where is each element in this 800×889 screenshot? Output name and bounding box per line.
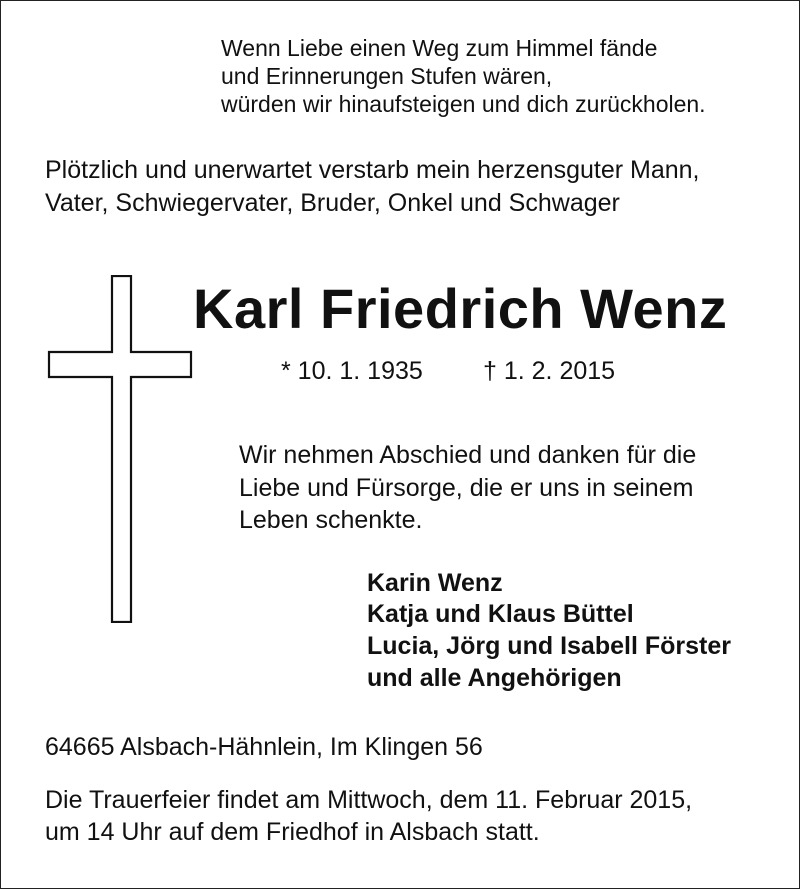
ceremony-line-2: um 14 Uhr auf dem Friedhof in Alsbach statt. [45,818,540,846]
thanks-line-1: Wir nehmen Abschied und danken für die [239,441,697,469]
poem-line-2: und Erinnerungen Stufen wären, [221,63,553,89]
family-member-3: Lucia, Jörg und Isabell Förster [367,632,731,660]
thanks-line-3: Leben schenkte. [239,506,423,534]
intro-line-1: Plötzlich und unerwartet verstarb mein herzensguter Mann, [45,156,700,184]
family-member-1: Karin Wenz [367,569,503,597]
death-date: † 1. 2. 2015 [483,357,616,385]
poem-line-1: Wenn Liebe einen Weg zum Himmel fände [221,35,658,61]
poem-line-3: würden wir hinaufsteigen und dich zurückholen. [221,91,706,117]
ceremony-line-1: Die Trauerfeier findet am Mittwoch, dem 11. Februar 2015, [45,786,693,814]
deceased-name: Karl Friedrich Wenz [193,277,728,340]
thanks-line-2: Liebe und Fürsorge, die er uns in seinem [239,474,694,502]
family-member-2: Katja und Klaus Büttel [367,600,634,628]
address: 64665 Alsbach-Hähnlein, Im Klingen 56 [45,733,483,761]
family-member-4: und alle Angehörigen [367,664,622,692]
intro-line-2: Vater, Schwiegervater, Bruder, Onkel und Schwager [45,189,620,217]
cross-icon [47,275,193,623]
birth-date: * 10. 1. 1935 [281,357,423,385]
